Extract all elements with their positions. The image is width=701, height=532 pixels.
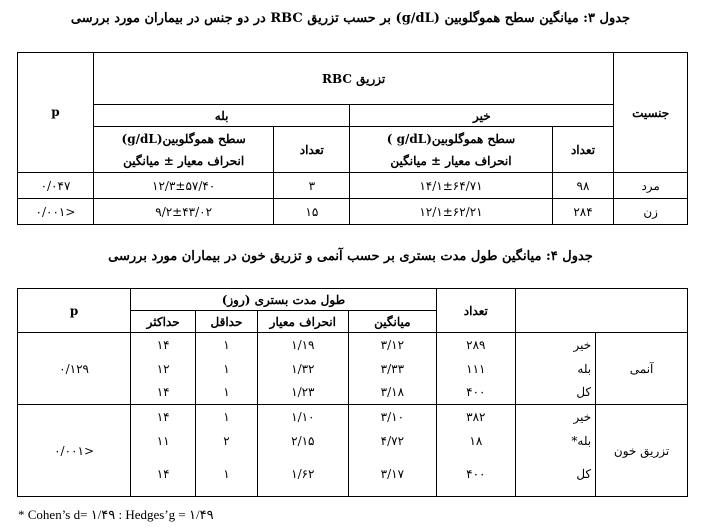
header-min: حداقل xyxy=(196,311,257,333)
row-sex: مرد xyxy=(614,173,688,199)
row-mean: ۳/۱۷ xyxy=(348,453,436,497)
group-anemia: آنمی xyxy=(596,333,688,405)
header-count: تعداد xyxy=(436,289,515,333)
row-sd: ۲/۱۵ xyxy=(257,429,348,453)
table4 xyxy=(17,288,688,497)
row-label: کل xyxy=(515,381,595,405)
row-label: بله xyxy=(515,357,595,381)
row-label: خیر xyxy=(515,405,595,429)
table3-caption: جدول ۳: میانگین سطح هموگلوبین (g/dL) بر حسب تزریق RBC در دو جنس در بیماران مورد بررسی xyxy=(70,11,631,26)
row-min: ۱ xyxy=(196,333,257,357)
table-row xyxy=(18,405,688,429)
row-count: ۲۸۹ xyxy=(436,333,515,357)
row-hb-no: ۱۴/۱±۶۴/۷۱ xyxy=(350,173,552,199)
row-sd: ۱/۱۹ xyxy=(257,333,348,357)
row-min: ۱ xyxy=(196,357,257,381)
row-mean: ۳/۳۳ xyxy=(348,357,436,381)
row-hb-yes: ۹/۲±۴۳/۰۲ xyxy=(93,199,273,225)
row-count: ۱۸ xyxy=(436,429,515,453)
header-mean: میانگین xyxy=(348,311,436,333)
row-sd: ۱/۶۲ xyxy=(257,453,348,497)
row-hb-no: ۱۲/۱±۶۲/۲۱ xyxy=(350,199,552,225)
table3 xyxy=(17,52,688,225)
row-mean: ۴/۷۲ xyxy=(348,429,436,453)
row-p: ۰/۰۴۷ xyxy=(18,173,94,199)
header-p: p xyxy=(18,53,94,173)
header-sd: انحراف معیار xyxy=(257,311,348,333)
header-sex: جنسیت xyxy=(614,53,688,173)
row-min: ۱ xyxy=(196,381,257,405)
row-sd: ۱/۱۰ xyxy=(257,405,348,429)
header-rbc-transfusion: تزریق RBC xyxy=(93,53,613,105)
row-max: ۱۴ xyxy=(131,453,196,497)
row-mean: ۳/۱۰ xyxy=(348,405,436,429)
row-hb-yes: ۱۲/۳±۵۷/۴۰ xyxy=(93,173,273,199)
row-max: ۱۲ xyxy=(131,357,196,381)
table-row xyxy=(18,333,688,357)
row-label: کل xyxy=(515,453,595,497)
row-min: ۱ xyxy=(196,405,257,429)
table-row xyxy=(18,173,688,199)
header-yes: بله xyxy=(93,105,349,127)
row-min: ۲ xyxy=(196,429,257,453)
header-count-no: تعداد xyxy=(552,127,614,173)
row-max: ۱۴ xyxy=(131,333,196,357)
header-hb-no xyxy=(350,127,552,173)
row-max: ۱۴ xyxy=(131,405,196,429)
header-group xyxy=(515,289,687,333)
row-sd: ۱/۳۲ xyxy=(257,357,348,381)
header-count-yes: تعداد xyxy=(274,127,350,173)
header-no: خیر xyxy=(350,105,614,127)
row-p: <۰/۰۰۱ xyxy=(18,199,94,225)
row-sex: زن xyxy=(614,199,688,225)
row-mean: ۳/۱۸ xyxy=(348,381,436,405)
row-label: بله* xyxy=(515,429,595,453)
row-count-yes: ۱۵ xyxy=(274,199,350,225)
header-max: حداکثر xyxy=(131,311,196,333)
group-anemia-p: ۰/۱۲۹ xyxy=(18,333,131,405)
footnote: * Cohen’s d= ۱/۴۹ : Hedges’g = ۱/۴۹ xyxy=(18,507,214,522)
header-hb-yes-line2: انحراف معیار ± میانگین xyxy=(123,153,245,168)
header-los: طول مدت بستری (روز) xyxy=(131,289,437,311)
header-hb-no-line2: انحراف معیار ± میانگین xyxy=(390,153,512,168)
header-hb-no-line1: سطح هموگلوبین(g/dL ) xyxy=(386,131,516,146)
row-count: ۱۱۱ xyxy=(436,357,515,381)
row-min: ۱ xyxy=(196,453,257,497)
table-row xyxy=(18,199,688,225)
group-transfusion: تزریق خون xyxy=(596,405,688,497)
header-p: p xyxy=(18,289,131,333)
row-count: ۴۰۰ xyxy=(436,381,515,405)
row-max: ۱۴ xyxy=(131,381,196,405)
group-transfusion-p: <۰/۰۰۱ xyxy=(18,405,131,497)
row-count-no: ۹۸ xyxy=(552,173,614,199)
header-hb-yes-line1: سطح هموگلوبین(g/dL) xyxy=(121,131,246,146)
row-count-yes: ۳ xyxy=(274,173,350,199)
row-sd: ۱/۲۳ xyxy=(257,381,348,405)
row-count: ۳۸۲ xyxy=(436,405,515,429)
row-count: ۴۰۰ xyxy=(436,453,515,497)
row-mean: ۳/۱۲ xyxy=(348,333,436,357)
table4-caption: جدول ۴: میانگین طول مدت بستری بر حسب آنمی و تزریق خون در بیماران مورد بررسی xyxy=(108,249,593,264)
header-hb-yes xyxy=(93,127,273,173)
row-label: خیر xyxy=(515,333,595,357)
row-max: ۱۱ xyxy=(131,429,196,453)
row-count-no: ۲۸۴ xyxy=(552,199,614,225)
